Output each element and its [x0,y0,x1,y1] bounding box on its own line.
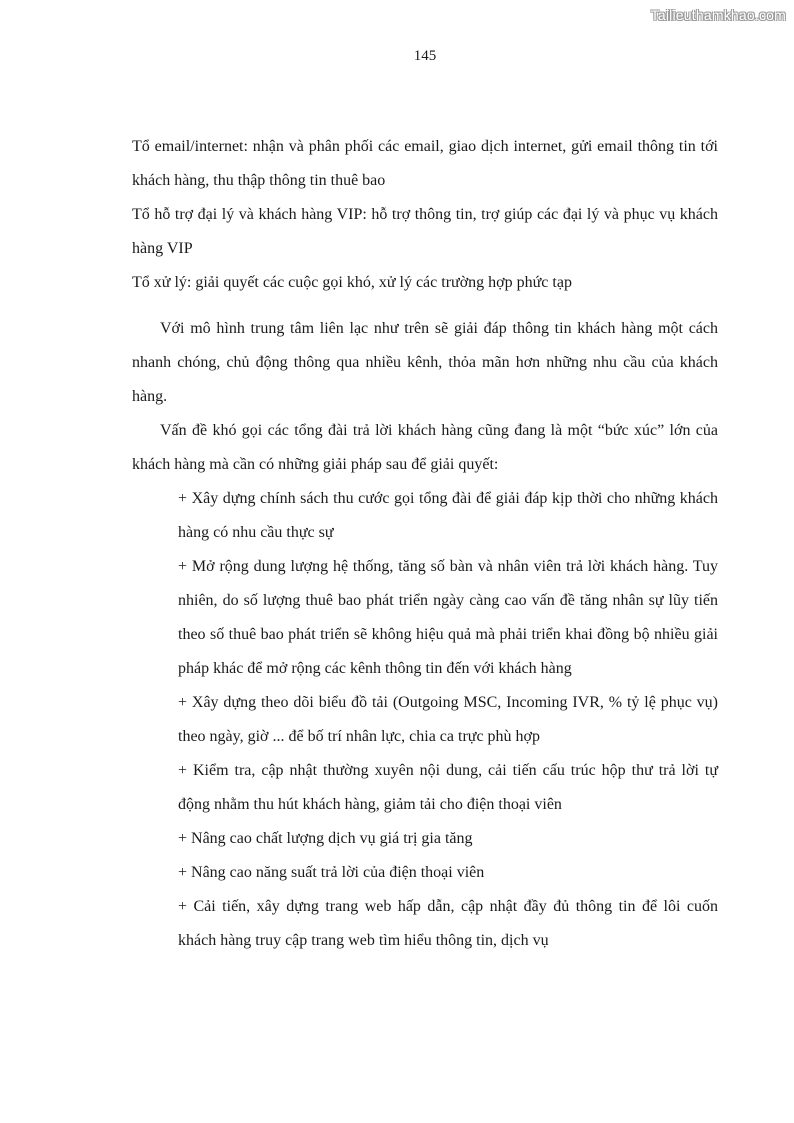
solution-item: + Mở rộng dung lượng hệ thống, tăng số bàn và nhân viên trả lời khách hàng. Tuy nhiên, do số lượng thuê bao phát triển ngày càng cao vấn đề tăng nhân sự lũy tiến theo số thuê bao phát triển sẽ không hiệu quả mà phải triển khai đồng bộ nhiều giải pháp khác để mở rộng các kênh thông tin đến với khách hàng [178,558,718,677]
paragraph-hard-to-call-issue: Vấn đề khó gọi các tổng đài trả lời khách hàng cũng đang là một “bức xúc” lớn của khách hàng mà cần có những giải pháp sau để giải quyết: [132,422,718,473]
watermark: Tailieuthamkhao.com [650,7,786,23]
solution-item: + Nâng cao chất lượng dịch vụ giá trị gia tăng [178,830,473,847]
team-processing: Tổ xử lý: giải quyết các cuộc gọi khó, xử lý các trường hợp phức tạp [132,274,572,291]
solution-item: + Nâng cao năng suất trả lời của điện thoại viên [178,864,485,881]
solution-item: + Kiểm tra, cập nhật thường xuyên nội dung, cải tiến cấu trúc hộp thư trả lời tự động nhằm thu hút khách hàng, giảm tải cho điện thoại viên [178,762,718,813]
solution-item: + Xây dựng theo dõi biểu đồ tải (Outgoing MSC, Incoming IVR, % tỷ lệ phục vụ) theo ngày, giờ ... để bố trí nhân lực, chia ca trực phù hợp [178,694,718,745]
page-number: 145 [413,48,437,64]
solution-item: + Xây dựng chính sách thu cước gọi tổng đài để giải đáp kịp thời cho những khách hàng có nhu cầu thực sự [178,490,718,541]
paragraph-contact-center-model: Với mô hình trung tâm liên lạc như trên sẽ giải đáp thông tin khách hàng một cách nhanh chóng, chủ động thông qua nhiều kênh, thỏa mãn hơn những nhu cầu của khách hàng. [132,320,718,405]
team-email-internet: Tổ email/internet: nhận và phân phối các email, giao dịch internet, gửi email thông tin tới khách hàng, thu thập thông tin thuê bao [132,138,718,189]
page-content [132,130,718,958]
solution-item: + Cải tiến, xây dựng trang web hấp dẫn, cập nhật đầy đủ thông tin để lôi cuốn khách hàng truy cập trang web tìm hiểu thông tin, dịch vụ [178,898,718,949]
solution-list [132,482,718,958]
team-agent-vip-support: Tổ hỗ trợ đại lý và khách hàng VIP: hỗ trợ thông tin, trợ giúp các đại lý và phục vụ khách hàng VIP [132,206,718,257]
